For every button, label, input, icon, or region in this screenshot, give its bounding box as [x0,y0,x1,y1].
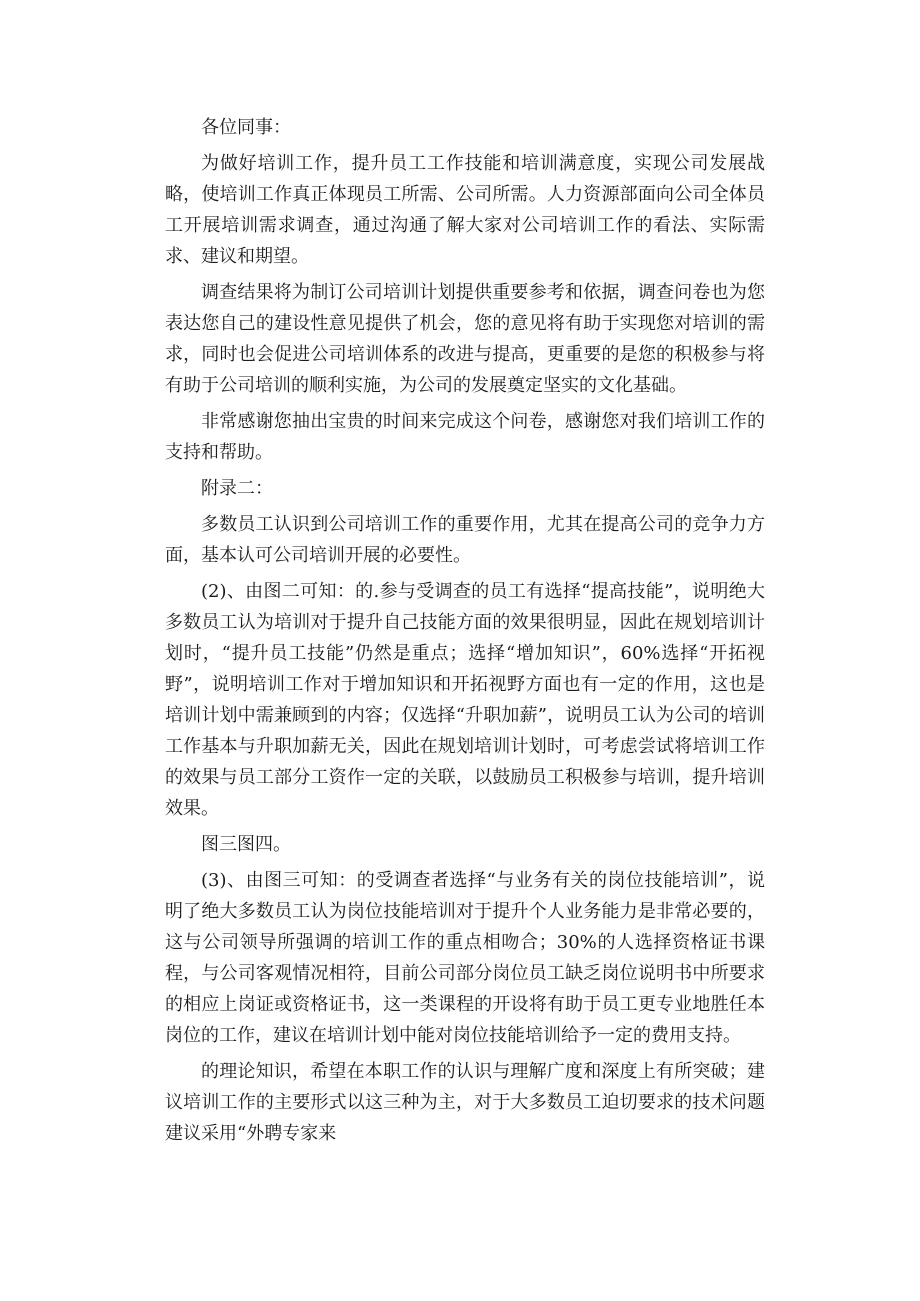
salutation: 各位同事： [201,117,291,138]
figure-reference: 图三图四。 [201,834,291,855]
finding-paragraph-1: 多数员工认识到公司培训工作的重要作用，尤其在提高公司的竞争力方面，基本认可公司培训开展的必要性。 [165,514,765,566]
purpose-paragraph: 调查结果将为制订公司培训计划提供重要参考和依据，调查问卷也为您表达您自己的建设性意见提供了机会，您的意见将有助于实现您对培训的需求，同时也会促进公司培训体系的改进与提高，更重要的是您的积极参与将有助于公司培训的顺利实施，为公司的发展奠定坚实的文化基础。 [165,282,765,396]
thanks-paragraph: 非常感谢您抽出宝贵的时间来完成这个问卷，感谢您对我们培训工作的支持和帮助。 [165,411,765,463]
finding-paragraph-2: (2)、由图二可知：的.参与受调查的员工有选择“提高技能”，说明绝大多数员工认为培训对于提升自己技能方面的效果很明显，因此在规划培训计划时，“提升员工技能”仍然是重点；选择“增加知识”，60%选择“开拓视野”，说明培训工作对于增加知识和开拓视野方面也有一定的作用，这也是培训计划中需兼顾到的内容；仅选择“升职加薪”，说明员工认为公司的培训工作基本与升职加薪无关，因此在规划培训计划时，可考虑尝试将培训工作的效果与员工部分工资作一定的关联，以鼓励员工积极参与培训，提升培训效果。 [165,581,765,819]
intro-paragraph: 为做好培训工作，提升员工工作技能和培训满意度，实现公司发展战略，使培训工作真正体现员工所需、公司所需。人力资源部面向公司全体员工开展培训需求调查，通过沟通了解大家对公司培训工作的看法、实际需求、建议和期望。 [165,153,765,267]
appendix-heading: 附录二： [201,478,273,499]
finding-paragraph-3: (3)、由图三可知：的受调查者选择“与业务有关的岗位技能培训”，说明了绝大多数员工认为岗位技能培训对于提升个人业务能力是非常必要的，这与公司领导所强调的培训工作的重点相吻合；30%的人选择资格证书课程，与公司客观情况相符，目前公司部分岗位员工缺乏岗位说明书中所要求的相应上岗证或资格证书，这一类课程的开设将有助于员工更专业地胜任本岗位的工作，建议在培训计划中能对岗位技能培训给予一定的费用支持。 [165,870,765,1046]
document-body [165,112,765,1149]
finding-paragraph-4: 的理论知识，希望在本职工作的认识与理解广度和深度上有所突破；建议培训工作的主要形式以这三种为主，对于大多数员工迫切要求的技术问题建议采用“外聘专家来 [165,1061,765,1144]
